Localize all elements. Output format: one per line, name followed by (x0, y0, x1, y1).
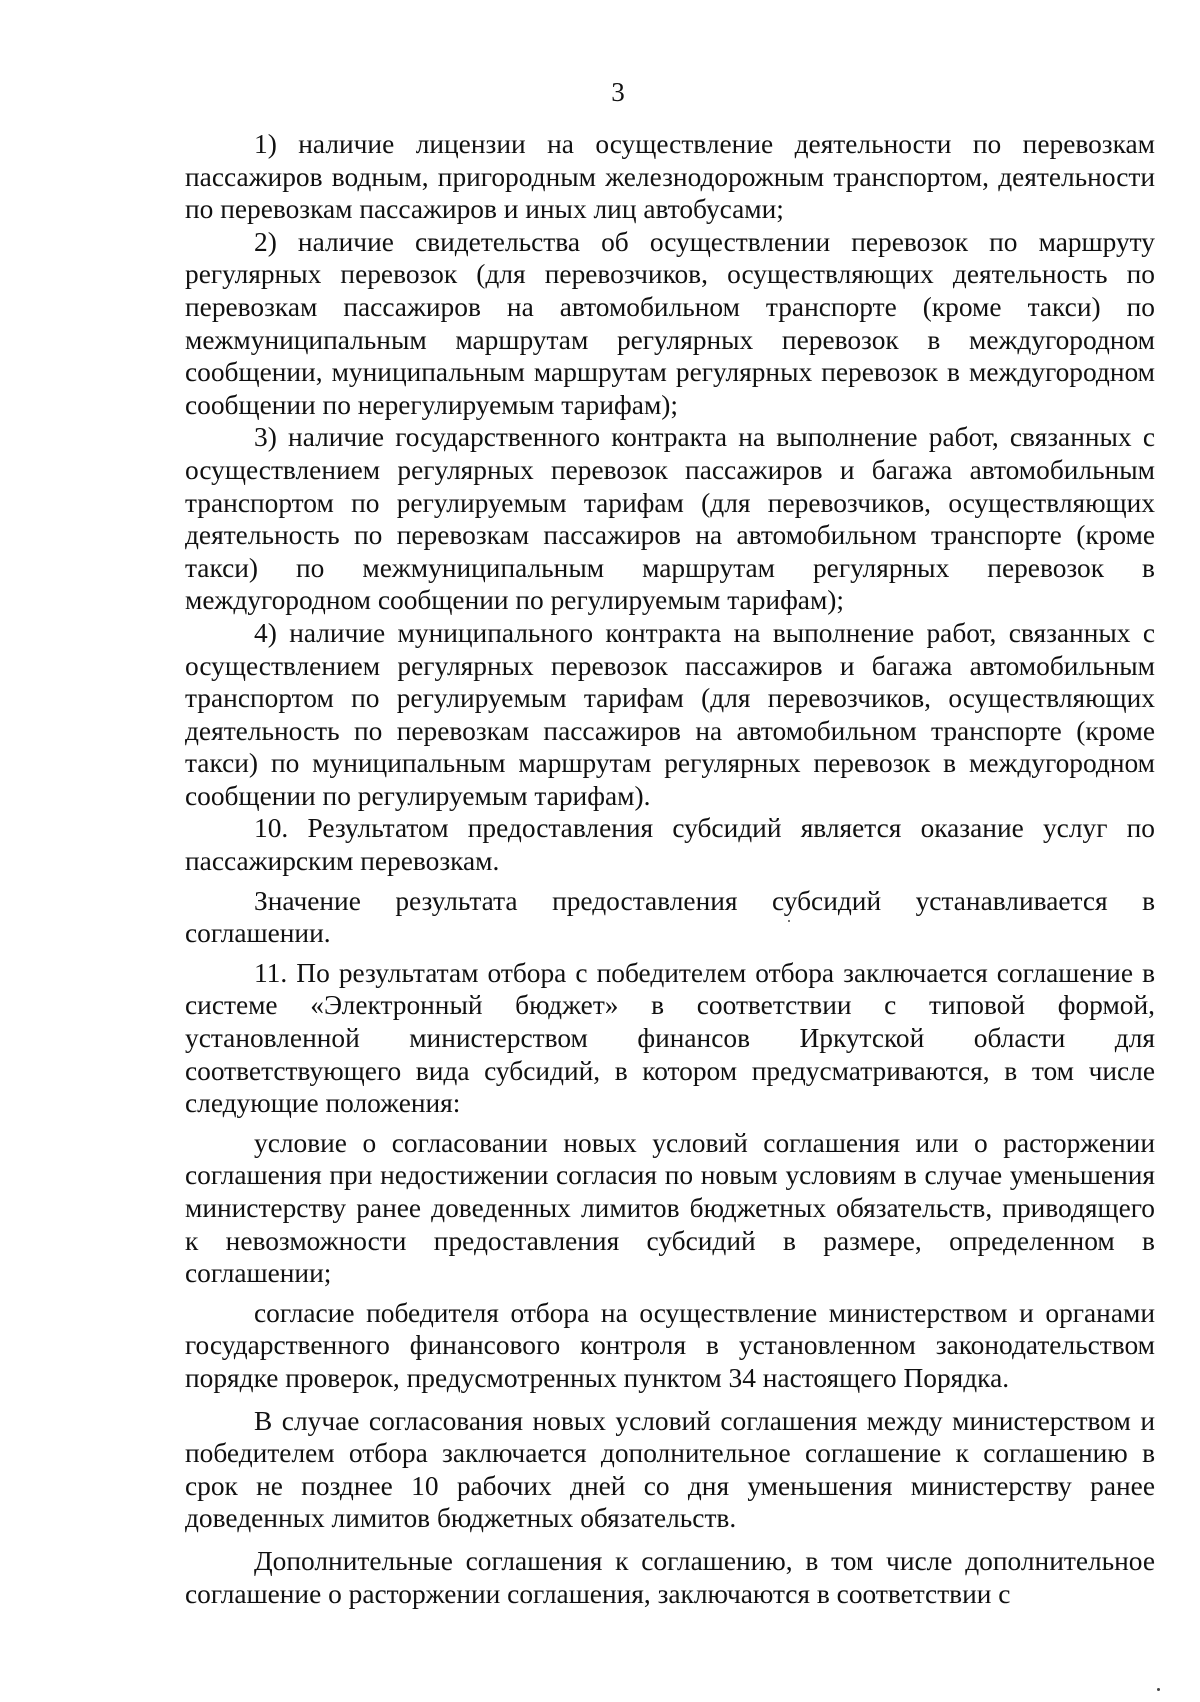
scan-speck (788, 920, 790, 922)
paragraph-3: 3) наличие государственного контракта на выполнение работ, связанных с осуществлением регулярных перевозок пассажиров и багажа автомобильным транспортом по регулируемым тарифам (для перевозчиков, осуществляющих деятельность по перевозкам пассажиров на автомобильном транспорте (кроме такси) по межмуниципальным маршрутам регулярных перевозок в междугородном сообщении по регулируемым тарифам); (185, 422, 1155, 616)
paragraph-1: 1) наличие лицензии на осуществление деятельности по перевозкам пассажиров водным, пригородным железнодорожным транспортом, деятельности по перевозкам пассажиров и иных лиц автобусами; (185, 129, 1155, 225)
document-body (185, 128, 1155, 1610)
paragraph-2: 2) наличие свидетельства об осуществлении перевозок по маршруту регулярных перевозок (для перевозчиков, осуществляющих деятельность по перевозкам пассажиров на автомобильном транспорте (кроме такси) по межмуниципальным маршрутам регулярных перевозок в междугородном сообщении, муниципальным маршрутам регулярных перевозок в междугородном сообщении по нерегулируемым тарифам); (185, 226, 1155, 420)
paragraph-8: условие о согласовании новых условий соглашения или о расторжении соглашения при недостижении согласия по новым условиям в случае уменьшения министерству ранее доведенных лимитов бюджетных обязательств, приводящего к невозможности предоставления субсидий в размере, определенном в соглашении; (185, 1127, 1155, 1289)
paragraph-10: В случае согласования новых условий соглашения между министерством и победителем отбора заключается дополнительное соглашение к соглашению в срок не позднее 10 рабочих дней со дня уменьшения министерству ранее доведенных лимитов бюджетных обязательств. (185, 1405, 1155, 1534)
paragraph-4: 4) наличие муниципального контракта на выполнение работ, связанных с осуществлением регулярных перевозок пассажиров и багажа автомобильным транспортом по регулируемым тарифам (для перевозчиков, осуществляющих деятельность по перевозкам пассажиров на автомобильном транспорте (кроме такси) по муниципальным маршрутам регулярных перевозок в междугородном сообщении по регулируемым тарифам). (185, 617, 1155, 811)
page-number: 3 (611, 77, 625, 107)
paragraph-7: 11. По результатам отбора с победителем отбора заключается соглашение в системе «Электронный бюджет» в соответствии с типовой формой, установленной министерством финансов Иркутской области для соответствующего вида субсидий, в котором предусматриваются, в том числе следующие положения: (185, 957, 1155, 1119)
scan-speck (1157, 1688, 1160, 1691)
paragraph-9: согласие победителя отбора на осуществление министерством и органами государственного финансового контроля в установленном законодательством порядке проверок, предусмотренных пунктом 34 настоящего Порядка. (185, 1297, 1155, 1393)
paragraph-5: 10. Результатом предоставления субсидий является оказание услуг по пассажирским перевозкам. (185, 813, 1155, 877)
paragraph-11: Дополнительные соглашения к соглашению, в том числе дополнительное соглашение о расторжении соглашения, заключаются в соответствии с (185, 1545, 1155, 1609)
paragraph-6: Значение результата предоставления субсидий устанавливается в соглашении. (185, 885, 1155, 949)
